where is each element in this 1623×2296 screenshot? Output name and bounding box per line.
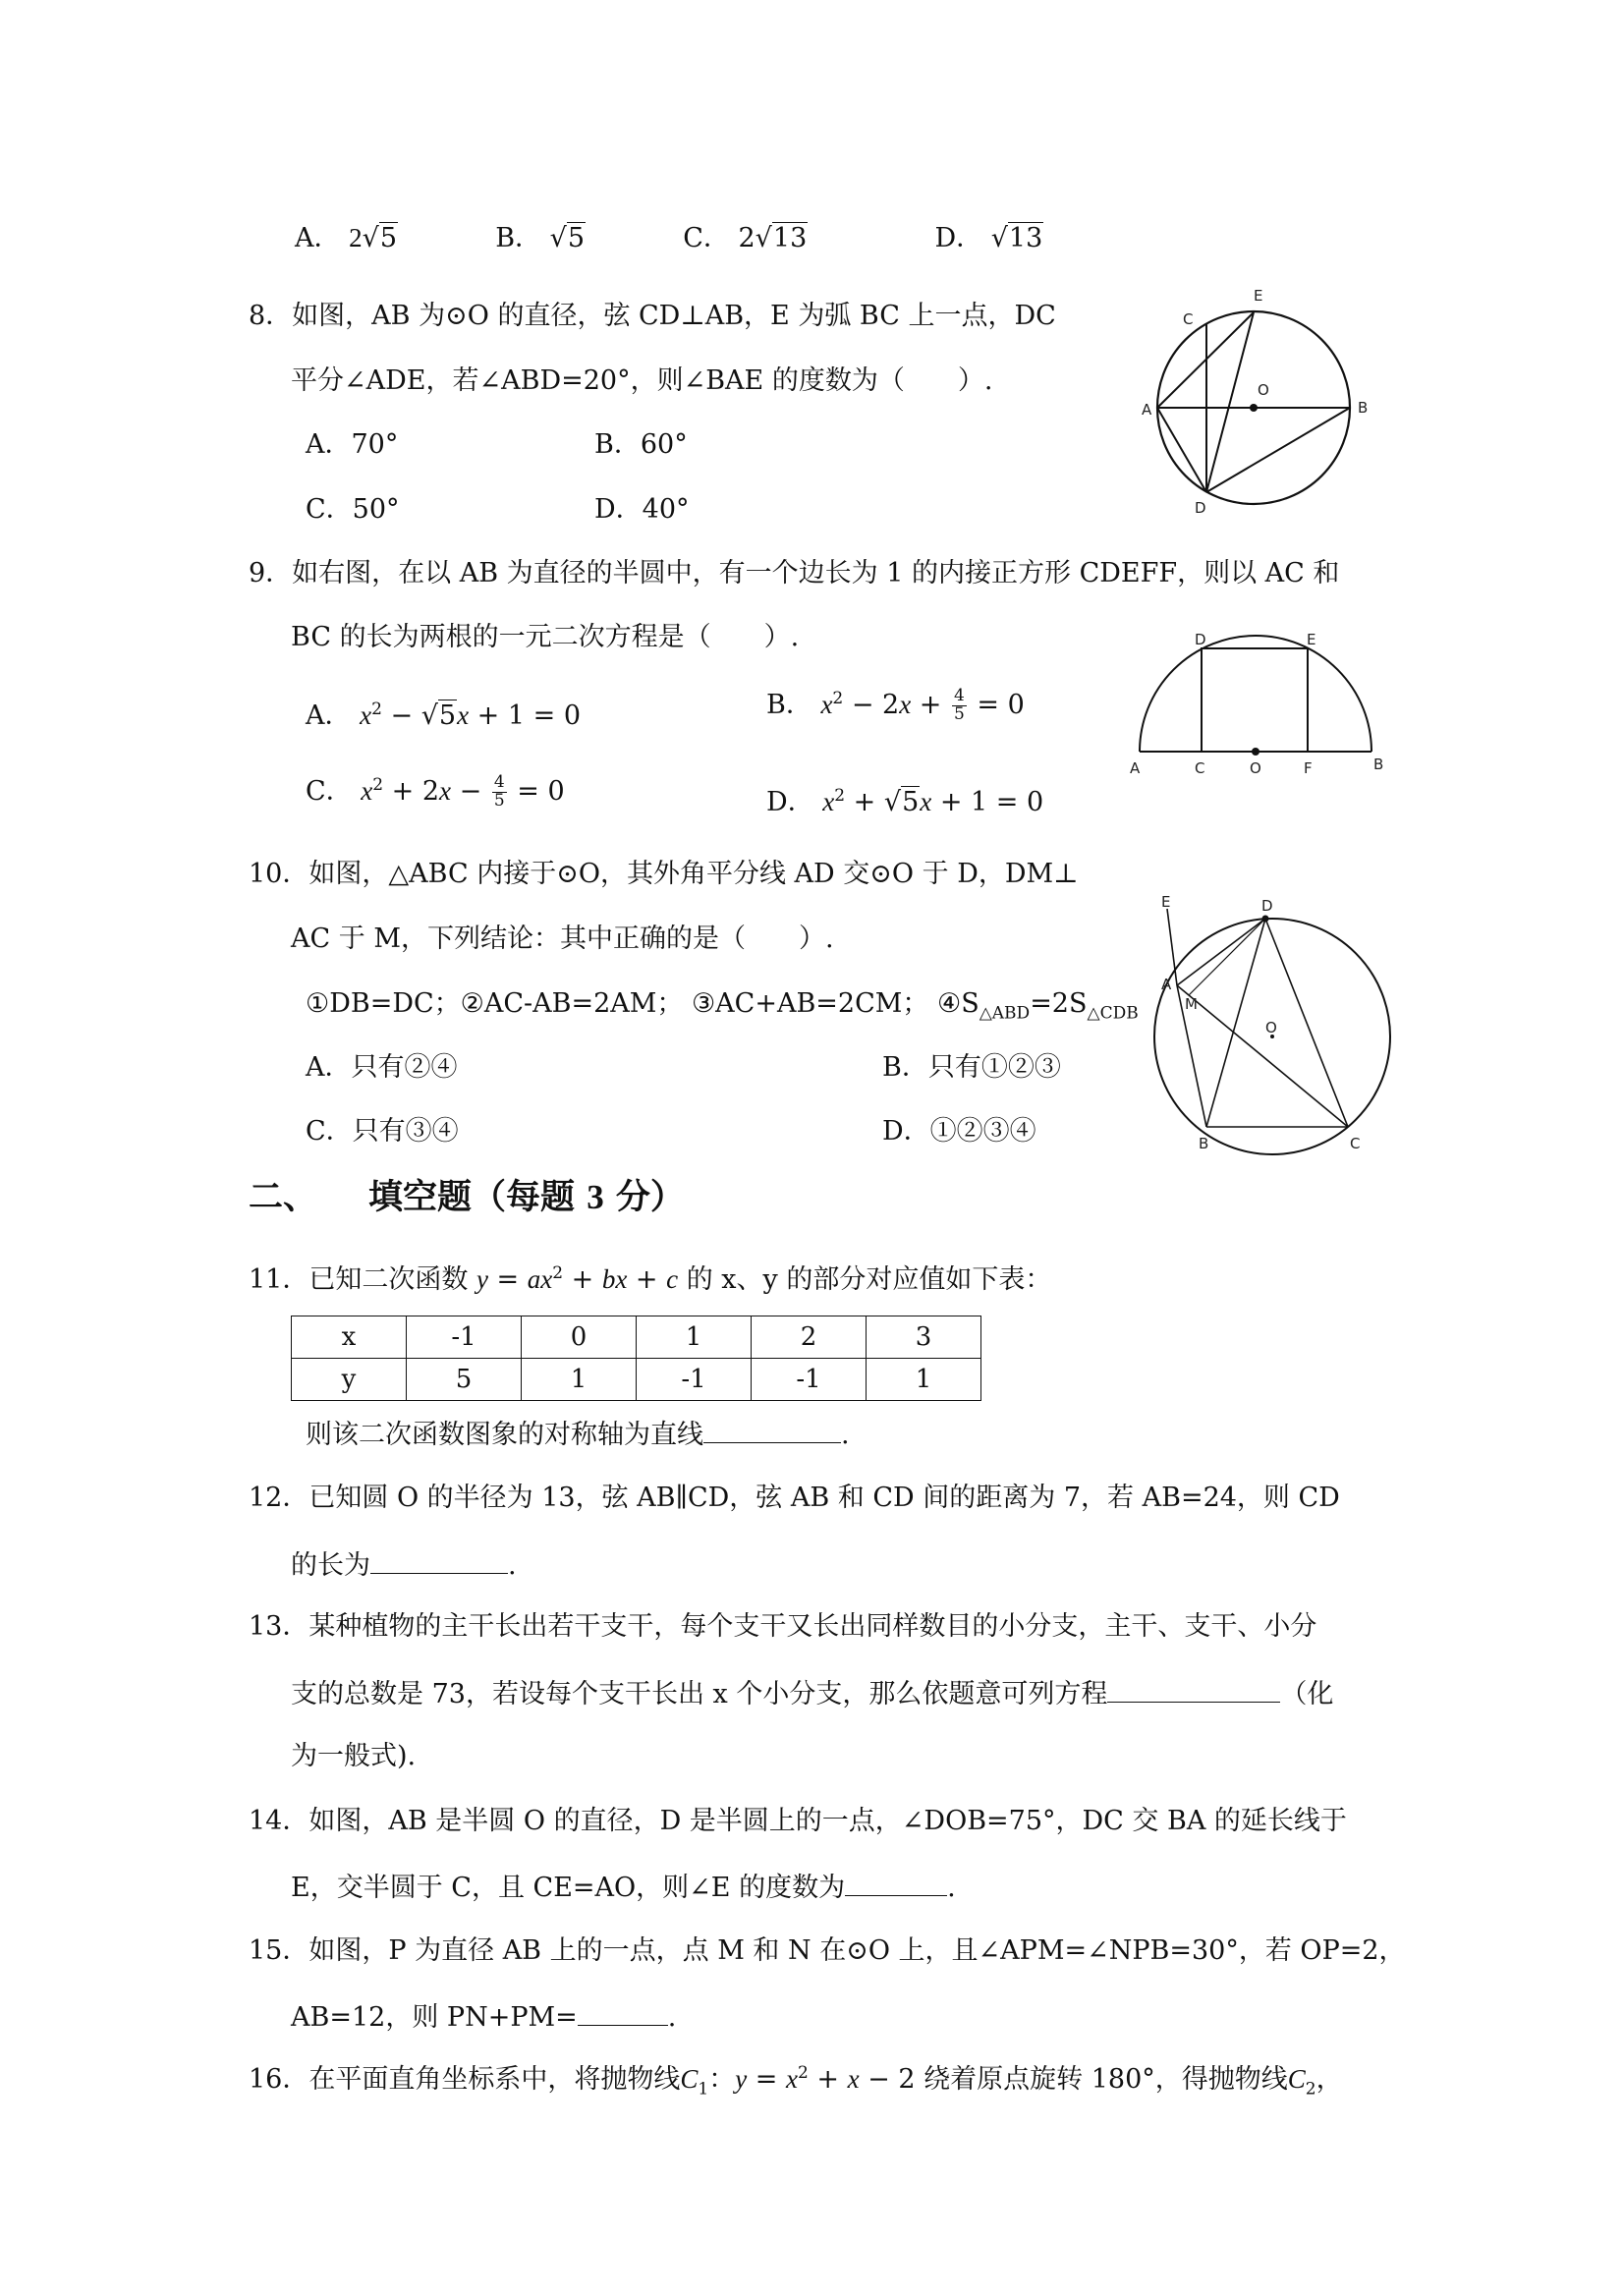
q10-line3: ①DB=DC；②AC-AB=2AM； ③AC+AB=2CM； $④S_{\triangle ABD}=2S_{\triangle CDB}$ bbox=[306, 988, 1139, 1024]
q14-line1: 14．如图，AB 是半圆 O 的直径，D 是半圆上的一点，∠DOB=75°，DC 交 BA 的延长线于 bbox=[249, 1806, 1347, 1836]
q9-semicircle-figure bbox=[1130, 629, 1395, 776]
q10-label-a: A bbox=[1161, 976, 1172, 993]
q9-line1: 9．如右图，在以 AB 为直径的半圆中，有一个边长为 1 的内接正方形 CDEFF，则以 AC 和 bbox=[249, 558, 1340, 588]
table-cell: 3 bbox=[867, 1316, 981, 1359]
q8-line1: 8．如图，AB 为⊙O 的直径，弦 CD⊥AB，E 为弧 BC 上一点，DC bbox=[249, 301, 1056, 331]
q8-label-c: C bbox=[1183, 310, 1194, 328]
q8-option-a: A．70° bbox=[306, 429, 399, 460]
q9-label-b: B bbox=[1373, 756, 1384, 773]
q10-label-c: C bbox=[1350, 1135, 1361, 1152]
q10-line1: 10．如图，△ABC 内接于⊙O，其外角平分线 AD 交⊙O 于 D，DM⊥ bbox=[249, 859, 1079, 889]
q8-label-e: E bbox=[1254, 287, 1263, 305]
q12-line1: 12．已知圆 O 的半径为 13，弦 AB∥CD，弦 AB 和 CD 间的距离为 7，若 AB=24，则 CD bbox=[249, 1483, 1340, 1513]
section-heading: 二、 填空题（每题 3 分） bbox=[249, 1177, 685, 1217]
table-cell: x bbox=[292, 1316, 407, 1359]
q8-label-o: O bbox=[1258, 381, 1269, 399]
q9-label-o: O bbox=[1250, 759, 1261, 777]
q9-line2: BC 的长为两根的一元二次方程是（ ）. bbox=[291, 622, 800, 652]
q9-label-e: E bbox=[1307, 631, 1316, 648]
q10-label-m: M bbox=[1185, 995, 1198, 1013]
table-cell: -1 bbox=[407, 1316, 522, 1359]
q7-option-a: A． 2√5 bbox=[295, 223, 397, 253]
table-cell: 1 bbox=[867, 1359, 981, 1401]
q9-label-f: F bbox=[1304, 759, 1313, 777]
q8-option-d: D．40° bbox=[594, 494, 690, 525]
table-cell: 1 bbox=[522, 1359, 637, 1401]
q8-label-b: B bbox=[1358, 399, 1369, 417]
answer-blank[interactable] bbox=[703, 1417, 841, 1443]
q14-line2: E，交半圆于 C，且 CE=AO，则∠E 的度数为 . bbox=[291, 1870, 956, 1904]
q8-option-c: C．50° bbox=[306, 494, 400, 525]
q10-label-o: O bbox=[1265, 1019, 1277, 1036]
table-cell: 5 bbox=[407, 1359, 522, 1401]
answer-blank[interactable] bbox=[1107, 1676, 1280, 1703]
q10-option-d: D．①②③④ bbox=[882, 1116, 1036, 1147]
q8-label-a: A bbox=[1142, 401, 1152, 419]
q9-label-c: C bbox=[1195, 759, 1205, 777]
q11-value-table bbox=[291, 1316, 981, 1401]
q9-label-a: A bbox=[1130, 759, 1141, 777]
q9-option-a: A． $x^2 - √5x + 1 = 0$ bbox=[306, 700, 582, 731]
q11-line1: 11．已知二次函数 $y = ax^2$ + bx + c 的 x、y 的部分对应值如下表： bbox=[249, 1263, 1052, 1295]
q9-option-d: D． $x^2 + √5x + 1 = 0$ bbox=[766, 786, 1044, 817]
q10-option-a: A．只有②④ bbox=[306, 1052, 458, 1083]
table-cell: y bbox=[292, 1359, 407, 1401]
q7-option-b: B． √5 bbox=[495, 223, 586, 253]
table-cell: 2 bbox=[752, 1316, 867, 1359]
q8-label-d: D bbox=[1195, 499, 1206, 517]
q10-label-b: B bbox=[1199, 1135, 1209, 1152]
q10-option-b: B．只有①②③ bbox=[882, 1052, 1061, 1083]
q7-options bbox=[295, 222, 1043, 254]
q7-option-d: D． √13 bbox=[934, 223, 1043, 253]
q11-line2: 则该二次函数图象的对称轴为直线 . bbox=[306, 1417, 850, 1451]
answer-blank[interactable] bbox=[578, 1999, 668, 2026]
q8-circle-figure bbox=[1130, 285, 1385, 521]
q9-label-d: D bbox=[1195, 631, 1206, 648]
q10-line2: AC 于 M，下列结论：其中正确的是（ ）. bbox=[291, 924, 834, 954]
q15-line1: 15．如图，P 为直径 AB 上的一点，点 M 和 N 在⊙O 上，且∠APM=∠NPB=30°，若 OP=2， bbox=[249, 1935, 1406, 1966]
q15-line2: AB=12，则 PN+PM= . bbox=[291, 1999, 676, 2034]
q13-line3: 为一般式). bbox=[291, 1741, 417, 1771]
table-cell: -1 bbox=[752, 1359, 867, 1401]
q9-option-c: C． $x^2 + 2x$ − $\frac{4}{5}$ = 0 bbox=[306, 772, 565, 811]
q10-label-d: D bbox=[1261, 897, 1273, 915]
q10-label-e: E bbox=[1161, 893, 1171, 911]
q8-option-b: B．60° bbox=[594, 429, 688, 460]
answer-blank[interactable] bbox=[370, 1547, 508, 1574]
q7-option-c: C． 2√13 bbox=[683, 223, 808, 253]
answer-blank[interactable] bbox=[845, 1870, 947, 1896]
table-row-x bbox=[292, 1316, 981, 1359]
section-number: 二、 bbox=[249, 1177, 318, 1217]
q9-option-b: B． $x^2 - 2x$ + $\frac{4}{5}$ = 0 bbox=[766, 686, 1025, 724]
table-cell: 1 bbox=[637, 1316, 752, 1359]
table-row-y bbox=[292, 1359, 981, 1401]
q16-line1: 16．在平面直角坐标系中，将抛物线$C_1$：$y = x^2 + x - 2$ 绕着原点旋转 180°，得抛物线$C_2$， bbox=[249, 2063, 1343, 2100]
q10-option-c: C．只有③④ bbox=[306, 1116, 459, 1147]
q13-line2: 支的总数是 73，若设每个支干长出 x 个小分支，那么依题意可列方程 （化 bbox=[291, 1676, 1333, 1710]
q8-line2: 平分∠ADE，若∠ABD=20°，则∠BAE 的度数为（ ）. bbox=[291, 365, 993, 396]
table-cell: 0 bbox=[522, 1316, 637, 1359]
q13-line1: 13．某种植物的主干长出若干支干，每个支干又长出同样数目的小分支，主干、支干、小分 bbox=[249, 1611, 1317, 1642]
table-cell: -1 bbox=[637, 1359, 752, 1401]
q12-line2: 的长为 . bbox=[291, 1547, 517, 1582]
q10-circle-figure bbox=[1149, 893, 1405, 1164]
